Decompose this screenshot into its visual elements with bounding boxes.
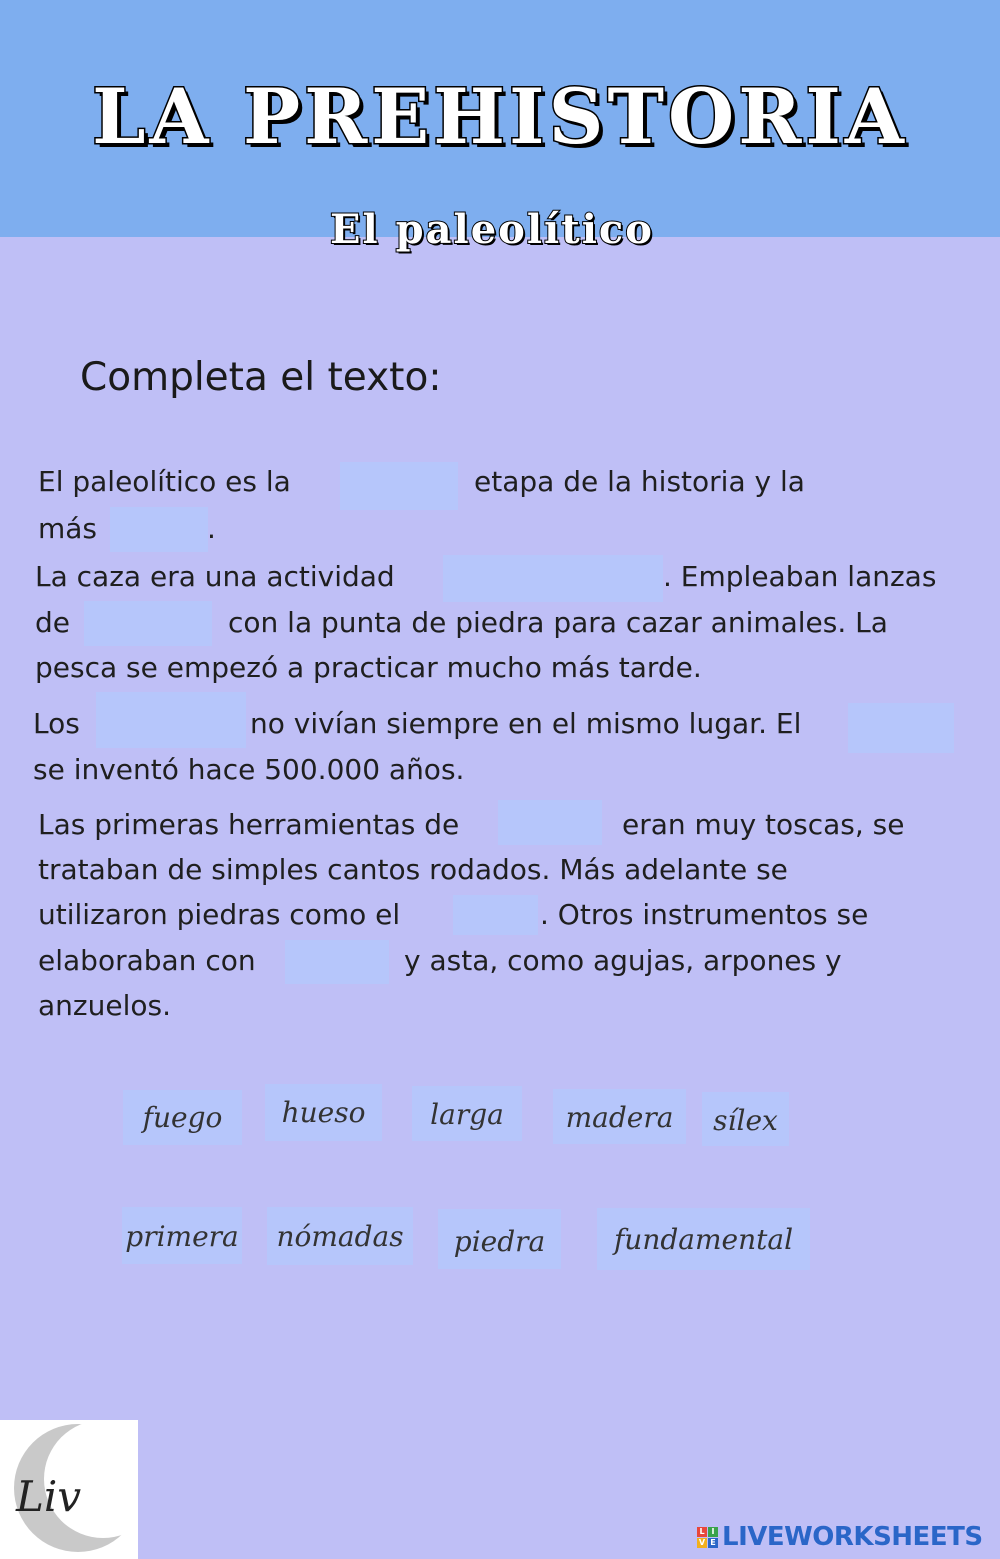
p4-line2: trataban de simples cantos rodados. Más adelante se <box>38 853 788 886</box>
blank-6[interactable] <box>848 703 954 753</box>
blank-4[interactable] <box>84 601 212 646</box>
p3-line1-start: Los <box>33 707 80 740</box>
p3-line2: se inventó hace 500.000 años. <box>33 753 465 786</box>
brand-text: LIVEWORKSHEETS <box>722 1522 983 1552</box>
word-chip-larga[interactable]: larga <box>412 1086 522 1141</box>
blank-9[interactable] <box>285 940 389 984</box>
liveworksheets-brand[interactable] <box>697 1521 983 1553</box>
p4-line3-start: utilizaron piedras como el <box>38 898 401 931</box>
word-chip-nomadas[interactable]: nómadas <box>267 1207 413 1265</box>
p2-line2-end: con la punta de piedra para cazar animales. La <box>228 606 888 639</box>
logo-text: Liv <box>16 1472 82 1521</box>
word-chip-primera[interactable]: primera <box>122 1207 242 1264</box>
blank-1[interactable] <box>340 462 458 510</box>
blank-8[interactable] <box>453 895 538 935</box>
author-logo <box>0 1420 138 1559</box>
blank-2[interactable] <box>110 507 208 552</box>
page-subtitle: El paleolítico <box>330 206 654 253</box>
word-chip-fundamental[interactable]: fundamental <box>597 1208 810 1270</box>
p4-line1-start: Las primeras herramientas de <box>38 808 460 841</box>
p4-line4-start: elaboraban con <box>38 944 256 977</box>
p3-line1-end: no vivían siempre en el mismo lugar. El <box>250 707 802 740</box>
word-chip-hueso[interactable]: hueso <box>265 1084 382 1141</box>
p4-line5: anzuelos. <box>38 989 171 1022</box>
blank-5[interactable] <box>96 692 246 748</box>
p4-line3-end: . Otros instrumentos se <box>540 898 869 931</box>
page-title: LA PREHISTORIA <box>92 72 908 161</box>
instruction-text: Completa el texto: <box>80 355 442 400</box>
word-chip-silex[interactable]: sílex <box>702 1092 789 1146</box>
p1-line1-end: etapa de la historia y la <box>474 465 805 498</box>
p2-line2-start: de <box>35 606 70 639</box>
p1-line2-start: más <box>38 512 98 545</box>
p2-line1-start: La caza era una actividad <box>35 560 395 593</box>
word-chip-piedra[interactable]: piedra <box>438 1209 561 1269</box>
blank-3[interactable] <box>443 555 663 602</box>
word-chip-fuego[interactable]: fuego <box>123 1090 242 1145</box>
p1-line1-start: El paleolítico es la <box>38 465 291 498</box>
p2-line3: pesca se empezó a practicar mucho más tarde. <box>35 651 702 684</box>
word-chip-madera[interactable]: madera <box>553 1089 686 1144</box>
liveworksheets-icon: L I V E <box>697 1527 718 1548</box>
p4-line4-end: y asta, como agujas, arpones y <box>404 944 842 977</box>
p1-line2-end: . <box>207 512 216 545</box>
p4-line1-end: eran muy toscas, se <box>622 808 905 841</box>
p2-line1-end: . Empleaban lanzas <box>663 560 937 593</box>
blank-7[interactable] <box>498 800 602 845</box>
